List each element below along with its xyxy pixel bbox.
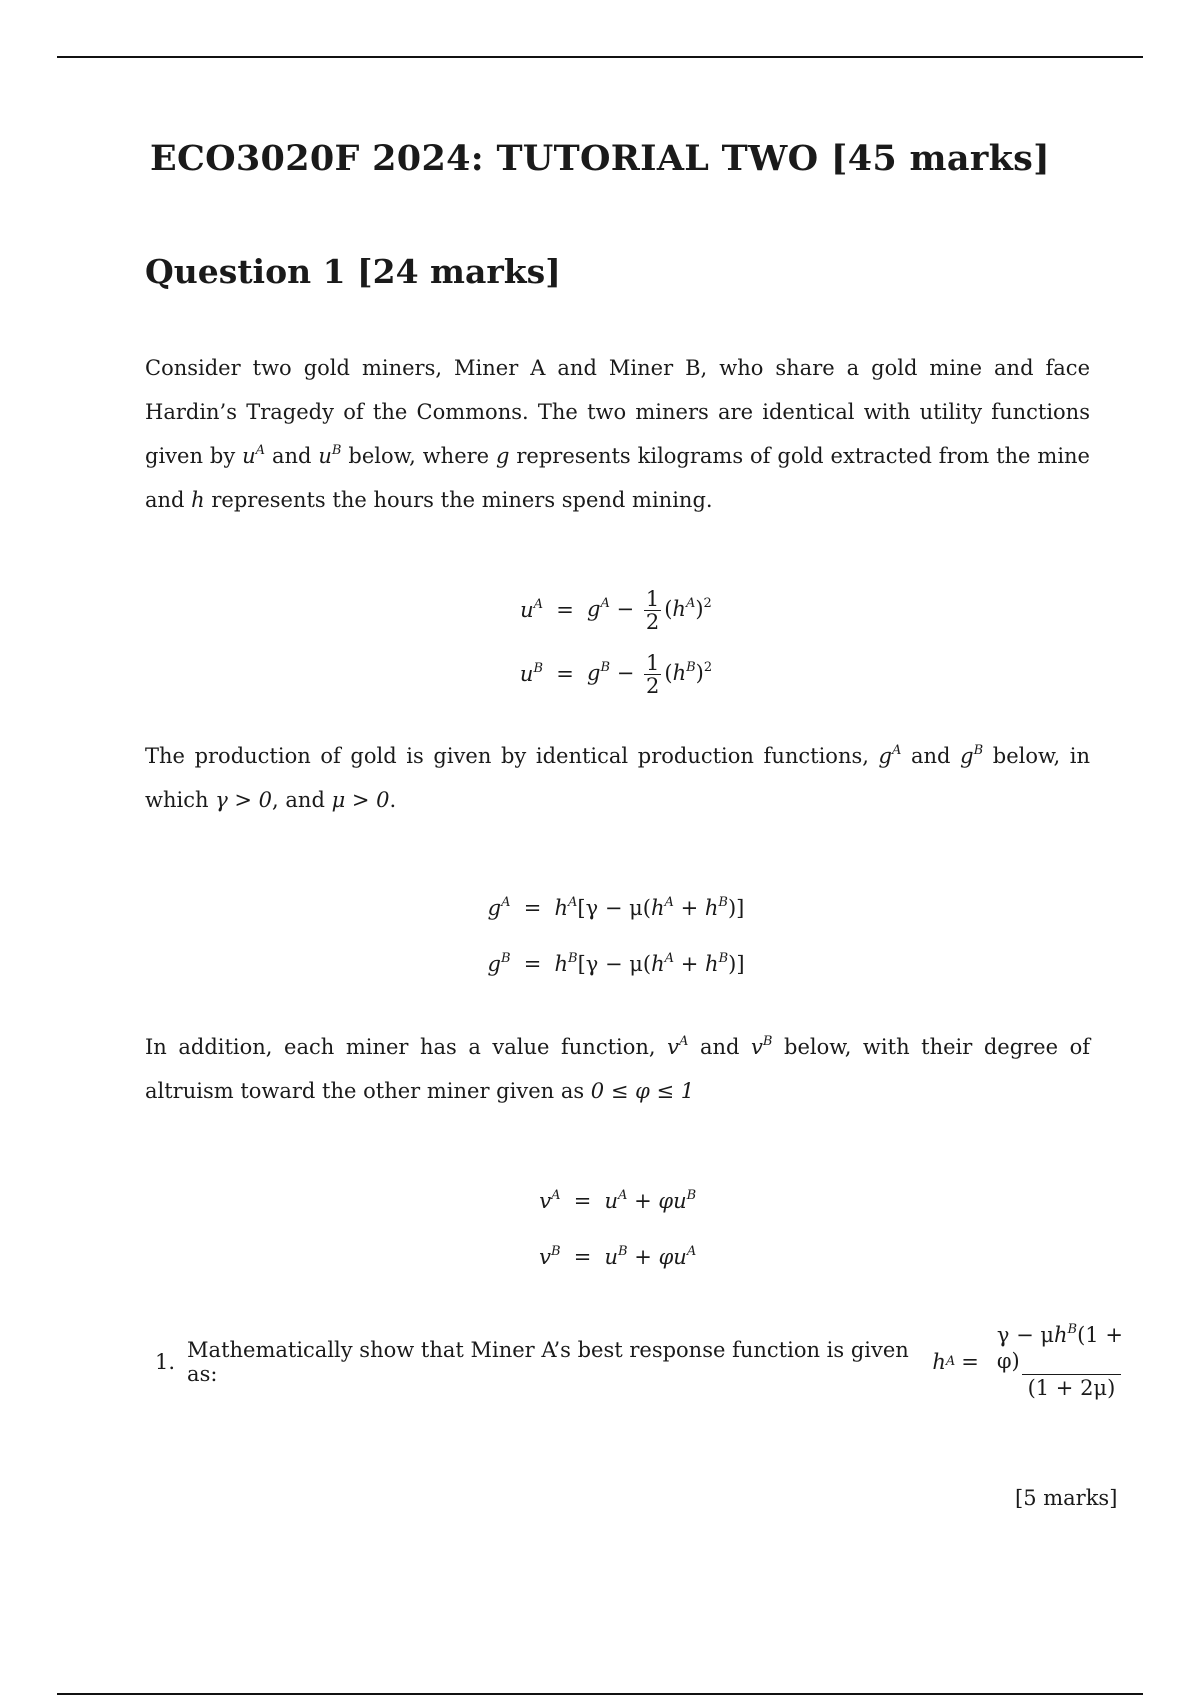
item-text: Mathematically show that Miner A’s best response function is given as: <box>187 1337 909 1386</box>
one-half-fraction: $\frac{1}{2}$ <box>645 586 660 634</box>
utility-equations <box>0 578 1200 706</box>
one-half-fraction: $\frac{1}{2}$ <box>646 650 660 698</box>
production-paragraph: The production of gold is given by identical production functions, $g^A$ and $g^B$ below, in which γ > 0, and μ > 0. <box>145 743 1091 812</box>
bottom-rule <box>57 1693 1143 1695</box>
value-paragraph: In addition, each miner has a value function, $v^A$ and $v^B$ below, with their degree of altruism toward the other miner given as 0 ≤ φ ≤ 1 <box>145 1034 1090 1103</box>
question-item-1 <box>155 1322 1155 1401</box>
best-response-fraction: $\frac{\gamma - \mu h^B(1 + \varphi)}{(1 + 2\mu)}$ <box>996 1322 1123 1400</box>
best-response-formula: h A = $\frac{\gamma - \mu h^B(1 + \varphi)}{(1 + 2\mu)}$ <box>932 1322 1155 1401</box>
value-equation-b: $v^B$ = $u^B + \varphi u^A$ <box>539 1244 697 1269</box>
value-equation-a: $v^A$ = $u^A + \varphi u^B$ <box>539 1188 697 1213</box>
utility-equation-b: $u^B$ = $g^B$ − $\frac{1}{2}$ $(h^B)^2$ <box>519 650 713 698</box>
document-title: ECO3020F 2024: TUTORIAL TWO [45 marks] <box>149 138 1051 179</box>
production-equations <box>0 880 1200 992</box>
item-number: 1. <box>155 1349 176 1374</box>
intro-paragraph: Consider two gold miners, Miner A and Miner B, who share a gold mine and face Hardin’s Tragedy of the Commons. The two miners are identical with utility functions given by $u^A$ and $u^B$ below, where g represents kilograms of gold extracted from the mine and h represents the hours the miners spend mining. <box>145 356 1090 512</box>
top-rule <box>57 56 1143 58</box>
value-equations <box>0 1173 1200 1285</box>
production-equation-b: $g^B$ = $h^B[\gamma - \mu(h^A + h^B)]$ <box>487 951 745 976</box>
utility-equation-a: $u^A$ = $g^A$ − $\frac{1}{2}$ $(h^A)^2$ <box>520 586 712 634</box>
item-1-marks: [5 marks] <box>1015 1486 1118 1510</box>
production-equation-a: $g^A$ = $h^A[\gamma - \mu(h^A + h^B)]$ <box>487 895 745 920</box>
question-heading: Question 1 [24 marks] <box>145 252 561 291</box>
